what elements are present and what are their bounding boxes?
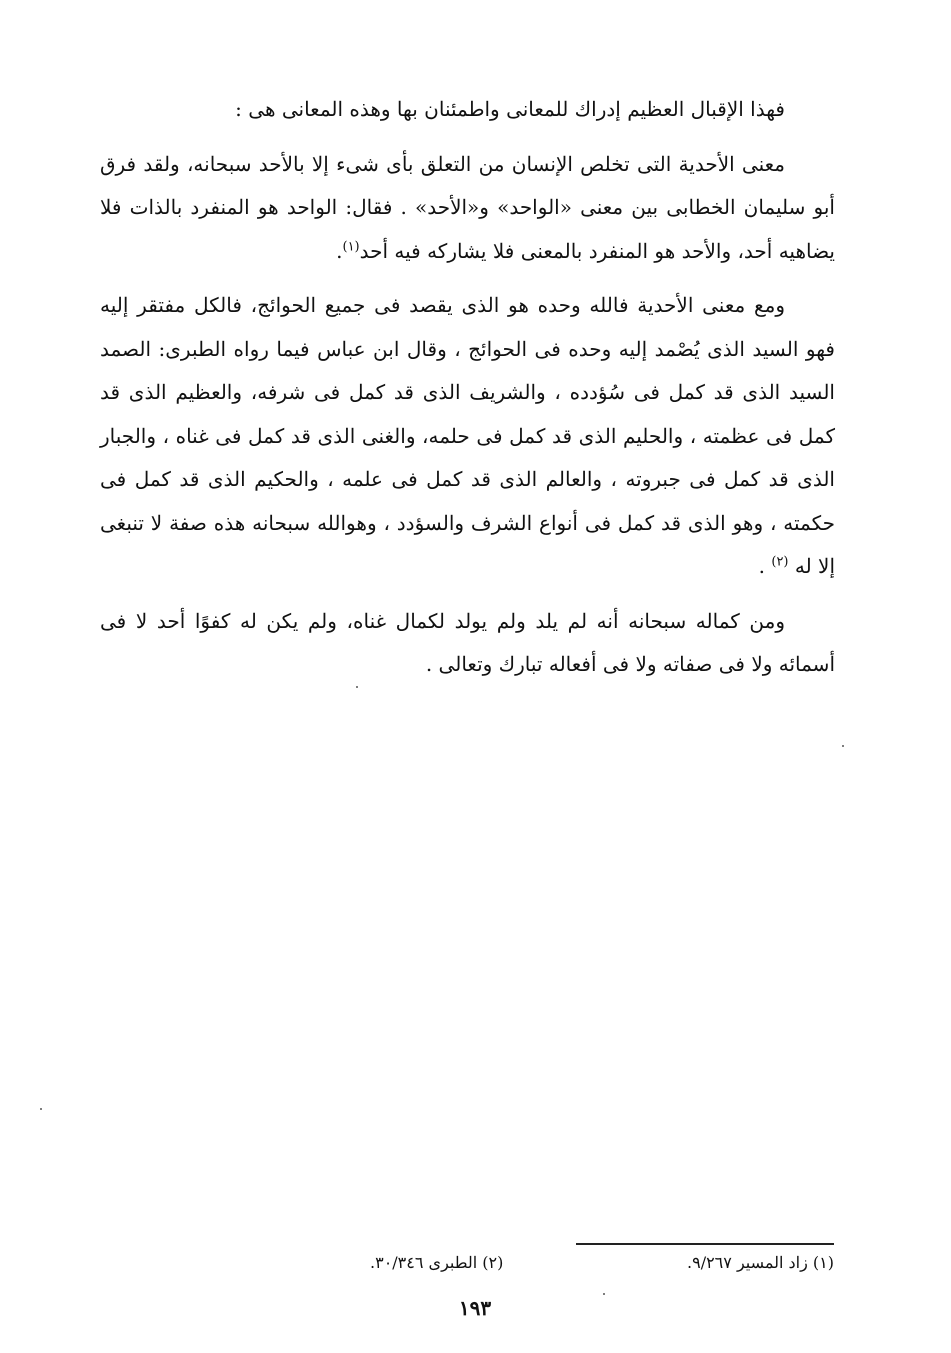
main-text-block <box>100 88 835 687</box>
page-number: ١٩٣ <box>458 1296 492 1320</box>
footnote-separator-rule <box>576 1243 834 1245</box>
paragraph-text: ومن كماله سبحانه أنه لم يلد ولم يولد لكمال غناه، ولم يكن له كفوًا أحد لا فى أسمائه ولا فى صفاته ولا فى أفعاله تبارك وتعالى . <box>100 608 835 676</box>
scan-speck <box>356 686 358 688</box>
paragraph-text: ومع معنى الأحدية فالله وحده هو الذى يقصد فى جميع الحوائج، فالكل مفتقر إليه فهو السيد الذى يُصْمد إليه وحده فى الحوائج ، وقال ابن عباس فيما رواه الطبرى: الصمد السيد الذى قد كمل فى سُؤدده ، والشريف الذى قد كمل فى شرفه، والعظيم الذى قد كمل فى عظمته ، والحليم الذى قد كمل فى حلمه، والغنى الذى قد كمل فى غناه ، والجبار الذى قد كمل فى جبروته ، والعالم الذى قد كمل فى علمه ، والحكيم الذى قد كمل فى حكمته ، وهو الذى قد كمل فى أنواع الشرف والسؤدد ، وهوالله سبحانه هذه صفة لا تنبغى إلا له <box>100 293 835 578</box>
paragraph-text-end: . <box>336 238 343 263</box>
paragraph-perfection <box>100 600 835 687</box>
scan-speck <box>40 1108 42 1110</box>
paragraph-ahadiyya-definition <box>100 143 835 274</box>
footnote-1: (١) زاد المسير ٩/٢٦٧. <box>687 1253 834 1272</box>
paragraph-text: فهذا الإقبال العظيم إدراك للمعانى واطمئنان بها وهذه المعانى هى : <box>235 97 785 121</box>
paragraph-text: معنى الأحدية التى تخلص الإنسان من التعلق بأى شىء إلا بالأحد سبحانه، ولقد فرق أبو سليمان الخطابى بين معنى «الواحد» و«الأحد» . فقال: الواحد هو المنفرد بالذات فلا يضاهيه أحد، والأحد هو المنفرد بالمعنى فلا يشاركه فيه أحد <box>100 151 835 263</box>
footnote-reference-2: (٢) <box>771 554 789 570</box>
footnote-reference-1: (١) <box>342 238 360 254</box>
paragraph-intro <box>100 88 835 132</box>
footnote-2: (٢) الطبرى ٣٠/٣٤٦. <box>370 1253 504 1272</box>
footnotes <box>370 1250 834 1276</box>
scan-speck <box>603 1293 605 1295</box>
scan-speck <box>842 745 844 747</box>
paragraph-text-end: . <box>758 554 772 578</box>
paragraph-samad-meaning <box>100 284 835 589</box>
